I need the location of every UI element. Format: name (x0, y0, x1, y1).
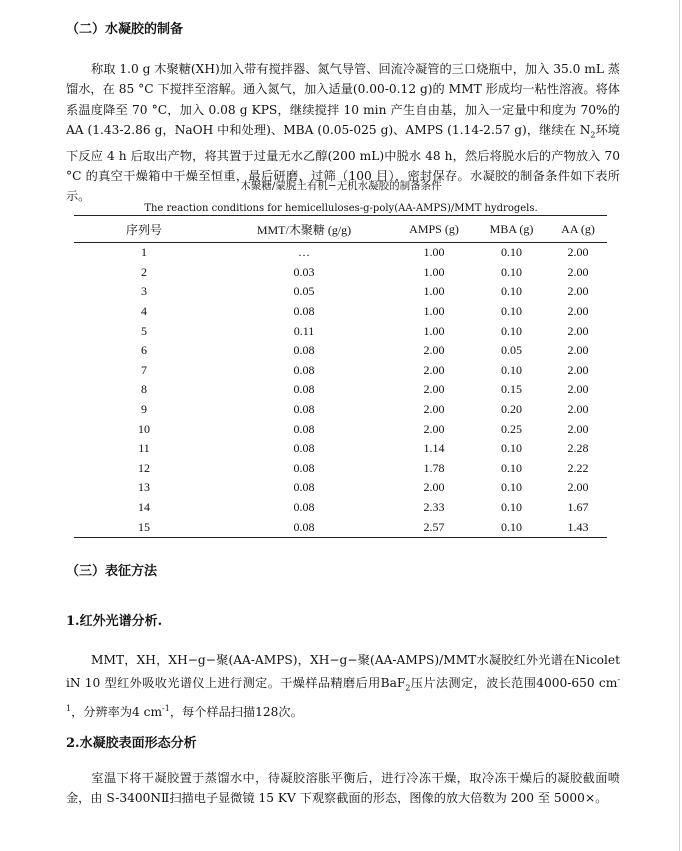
table-cell: 0.20 (501, 402, 522, 417)
table-row (74, 243, 607, 263)
table-cell: 2.00 (567, 402, 589, 417)
table-row (74, 478, 607, 498)
table-cell: 0.05 (501, 343, 522, 358)
table-cell: 1.00 (423, 264, 445, 279)
table-cell: 2.33 (423, 500, 445, 515)
table-cell: 0.10 (501, 500, 522, 515)
table-row (74, 263, 607, 283)
table-row (74, 341, 607, 361)
table-cell: 12 (138, 460, 150, 475)
section-heading-characterization: （三）表征方法 (66, 564, 158, 579)
table-cell: 1.78 (423, 460, 445, 475)
table-cell: 1.43 (549, 517, 607, 537)
table-cell: 5 (141, 323, 147, 338)
table-row (74, 321, 607, 341)
table-cell: 1.00 (423, 284, 445, 299)
table-cell: 0.05 (293, 284, 315, 299)
table-cell: 0.08 (293, 362, 315, 377)
table-cell: 0.08 (293, 500, 315, 515)
table-cell: 0.08 (293, 480, 315, 495)
subsection-heading-morphology: 2.水凝胶表面形态分析 (66, 736, 197, 751)
table-caption-english: The reaction conditions for hemicelluloses-g-poly(AA-AMPS)/MMT hydrogels. (144, 203, 538, 214)
table-header-row (74, 216, 607, 243)
table-cell: 2.00 (567, 362, 589, 377)
table-cell: 2.00 (423, 402, 445, 417)
table-cell: 2.00 (567, 304, 589, 319)
table-cell: 0.08 (293, 343, 315, 358)
table-cell: 9 (141, 402, 147, 417)
table-cell: 0.15 (501, 382, 522, 397)
table-cell: 0.25 (501, 421, 522, 436)
table-cell: 2.28 (567, 441, 589, 456)
table-cell: 7 (141, 362, 147, 377)
table-cell: 0.10 (474, 517, 549, 537)
table-cell: 1.00 (423, 304, 445, 319)
table-cell: 0.08 (293, 441, 315, 456)
reaction-conditions-table (74, 215, 607, 538)
table-cell: 1.00 (423, 323, 445, 338)
table-cell: 0.08 (293, 382, 315, 397)
table-cell: 0.11 (293, 323, 315, 338)
table-cell: 2.00 (423, 421, 445, 436)
subsection-heading-ir: 1.红外光谱分析. (66, 614, 163, 629)
table-cell: 2.00 (567, 284, 589, 299)
preparation-paragraph: 称取 1.0 g 木聚糖(XH)加入带有搅拌器、氮气导管、回流冷凝管的三口烧瓶中，加入 35.0 mL 蒸馏水，在 85 °C 下搅拌至溶解。通入氮气，加入适量(0.00-0.12 g)的 MMT 形成均一粘性溶液。将体系温度降至 70 °C，加入 0.08 g KPS，继续搅拌 10 min 产生自由基，加入一定量中和度为 70%的 AA (1.43-2.86 g，NaOH 中和处理)、MBA (0.05-025 g)、AMPS (1.14-2.57 g)，继续在 $N_2$环境下反应 4 h 后取出产物，将其置于过量无水乙醇(200 mL)中脱水 48 h，然后将脱水后的产物放入 70 °C 的真空干燥箱中干燥至恒重，最后研磨，过筛（100 目），密封保存。水凝胶的制备条件如下表所示。 (66, 62, 620, 204)
table-cell: 10 (138, 421, 150, 436)
table-cell: 6 (141, 343, 147, 358)
table-cell: 1.67 (567, 500, 589, 515)
table-cell: 0.08 (214, 517, 394, 537)
table-cell: 2.00 (567, 421, 589, 436)
table-cell: 0.10 (501, 362, 522, 377)
table-cell: 0.10 (501, 264, 522, 279)
table-cell: 2.00 (567, 245, 589, 260)
table-row (74, 282, 607, 302)
table-cell: 2.00 (567, 323, 589, 338)
table-cell: 11 (138, 441, 150, 456)
table-cell: 0.08 (293, 421, 315, 436)
table-cell: 2.00 (423, 480, 445, 495)
table-cell: 2.00 (423, 382, 445, 397)
table-row (74, 380, 607, 400)
table-cell: 15 (74, 517, 214, 537)
table-row (74, 302, 607, 322)
table-cell: 2.00 (423, 362, 445, 377)
morphology-paragraph: 室温下将干凝胶置于蒸馏水中，待凝胶溶胀平衡后，进行冷冻干燥，取冷冻干燥后的凝胶截面喷金，由 S-3400NⅡ扫描电子显微镜 15 KV 下观察截面的形态，图像的放大倍数为 200 至 5000×。 (66, 771, 620, 806)
table-caption-chinese: 木聚糖/蒙脱土有机−无机水凝胶的制备条件 (240, 180, 442, 192)
header-aa: AA (g) (549, 216, 607, 243)
header-amps: AMPS (g) (394, 216, 474, 243)
table-body (74, 243, 607, 538)
section-heading-preparation: （二）水凝胶的制备 (66, 22, 184, 37)
table-row (74, 517, 607, 537)
table-cell: 0.10 (501, 284, 522, 299)
table-row (74, 459, 607, 479)
header-serial: 序列号 (74, 216, 214, 243)
table-cell: 2.00 (567, 382, 589, 397)
table-cell: 0.08 (293, 402, 315, 417)
table-row (74, 361, 607, 381)
table-cell: 4 (141, 304, 147, 319)
table-cell: 0.10 (501, 245, 522, 260)
table-cell: 2.00 (567, 343, 589, 358)
table-cell: 2 (141, 264, 147, 279)
table-cell: 0.08 (293, 460, 315, 475)
header-mba: MBA (g) (474, 216, 549, 243)
table-row (74, 419, 607, 439)
table-row (74, 498, 607, 518)
table-cell: 2.00 (423, 343, 445, 358)
table-cell: … (298, 245, 310, 260)
table-cell: 0.10 (501, 304, 522, 319)
table-cell: 8 (141, 382, 147, 397)
table-cell: 1.00 (423, 245, 445, 260)
table-cell: 3 (141, 284, 147, 299)
table-cell: 1 (141, 245, 147, 260)
table-cell: 2.57 (394, 517, 474, 537)
table-cell: 0.10 (501, 441, 522, 456)
table-cell: 2.00 (567, 480, 589, 495)
table-cell: 0.03 (293, 264, 315, 279)
header-mmt-ratio: MMT/木聚糖 (g/g) (214, 216, 394, 243)
table-cell: 2.22 (567, 460, 589, 475)
table-row (74, 400, 607, 420)
table-cell: 0.10 (501, 460, 522, 475)
ir-paragraph: MMT，XH，XH−g−聚(AA-AMPS)，XH−g−聚(AA-AMPS)/MMT水凝胶红外光谱在Nicolet iN 10 型红外吸收光谱仪上进行测定。干燥样品精磨后用BaF$_2$压片法测定，波长范围4000-650 $cm^{-1}$，分辨率为4 $cm^{-1}$，每个样品扫描128次。 (66, 653, 621, 720)
table-row (74, 439, 607, 459)
table-cell: 1.14 (423, 441, 445, 456)
table-cell: 14 (138, 500, 150, 515)
table-cell: 0.10 (501, 480, 522, 495)
table-cell: 13 (138, 480, 150, 495)
table-cell: 2.00 (567, 264, 589, 279)
table-cell: 0.10 (501, 323, 522, 338)
table-cell: 0.08 (293, 304, 315, 319)
